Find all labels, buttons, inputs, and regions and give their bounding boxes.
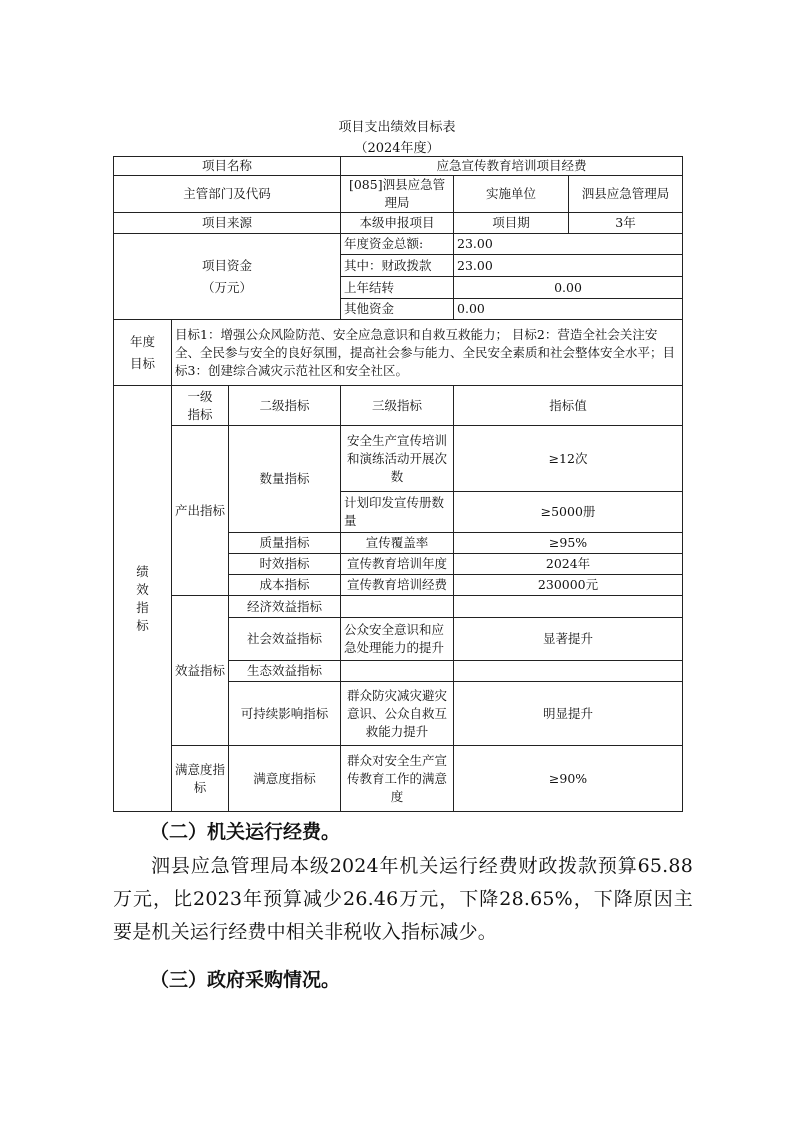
- impl-value: 泗县应急管理局: [569, 176, 683, 213]
- indicators-char-1: 绩: [136, 563, 149, 579]
- table-title: 项目支出绩效目标表: [338, 120, 456, 135]
- indicators-char-2: 效: [136, 581, 149, 597]
- col-header-level1: 一级指标: [172, 386, 229, 426]
- col-header-level3: 三级指标: [341, 386, 454, 426]
- col-header-value: 指标值: [454, 386, 683, 426]
- funds-total-label: 年度资金总额:: [341, 234, 454, 255]
- social-indicators-label: 社会效益指标: [229, 618, 341, 661]
- source-label: 项目来源: [114, 213, 341, 234]
- quantity-indicators-label: 数量指标: [229, 426, 341, 533]
- dept-label: 主管部门及代码: [114, 176, 341, 213]
- quality-value: ≥95%: [454, 533, 683, 554]
- social-name: 公众安全意识和应急处理能力的提升: [341, 618, 454, 661]
- funds-carryover-value: 0.00: [454, 277, 683, 299]
- eco-value: [454, 661, 683, 682]
- funds-fiscal-value: 23.00: [454, 255, 683, 277]
- funds-other-label: 其他资金: [341, 299, 454, 320]
- satisfaction-value: ≥90%: [454, 746, 683, 812]
- funds-other-value: 0.00: [454, 299, 683, 320]
- time-indicators-label: 时效指标: [229, 554, 341, 575]
- eco-indicators-label: 生态效益指标: [229, 661, 341, 682]
- output-indicators-label: 产出指标: [172, 426, 229, 596]
- funds-total-value: 23.00: [454, 234, 683, 255]
- funds-label: [114, 234, 341, 320]
- performance-table: [113, 156, 683, 812]
- funds-fiscal-label: 其中：财政拨款: [341, 255, 454, 277]
- satisfaction-level1-label: 满意度指标: [172, 746, 229, 812]
- section2-heading: （二）机关运行经费。: [150, 821, 341, 843]
- q2-value: ≥5000册: [454, 492, 683, 533]
- quality-name: 宣传覆盖率: [341, 533, 454, 554]
- dept-value: [085]泗县应急管理局: [341, 176, 454, 213]
- q1-name: 安全生产宣传培训和演练活动开展次数: [341, 426, 454, 492]
- table-year: （2024年度）: [354, 141, 440, 156]
- section2-paragraph: 泗县应急管理局本级2024年机关运行经费财政拨款预算65.88万元，比2023年预算减少26.46万元，下降28.65%，下降原因主要是机关运行经费中相关非税收入指标减少。: [113, 855, 693, 943]
- satisfaction-indicators-label: 满意度指标: [229, 746, 341, 812]
- satisfaction-name: 群众对安全生产宣传教育工作的满意度: [341, 746, 454, 812]
- econ-value: [454, 596, 683, 618]
- indicators-char-4: 标: [136, 617, 149, 633]
- section3-heading: （三）政府采购情况。: [150, 969, 341, 991]
- funds-carryover-label: 上年结转: [341, 277, 454, 299]
- source-value: 本级申报项目: [341, 213, 454, 234]
- period-value: 3年: [569, 213, 683, 234]
- time-name: 宣传教育培训年度: [341, 554, 454, 575]
- col-header-level2: 二级指标: [229, 386, 341, 426]
- goal-label-line2: 目标: [129, 355, 155, 371]
- social-value: 显著提升: [454, 618, 683, 661]
- eco-name: [341, 661, 454, 682]
- cost-value: 230000元: [454, 575, 683, 596]
- quality-indicators-label: 质量指标: [229, 533, 341, 554]
- q1-value: ≥12次: [454, 426, 683, 492]
- period-label: 项目期: [454, 213, 569, 234]
- annual-goal-text: 目标1：增强公众风险防范、安全应急意识和自救互救能力； 目标2：营造全社会关注安全、全民参与安全的良好氛围，提高社会参与能力、全民安全素质和社会整体安全水平；目标3：创建综合减灾示范社区和安全社区。: [172, 320, 683, 386]
- funds-label-line1: 项目资金: [202, 257, 253, 273]
- performance-indicators-label: [114, 386, 172, 812]
- cost-name: 宣传教育培训经费: [341, 575, 454, 596]
- goal-label-line1: 年度: [129, 333, 155, 349]
- indicators-char-3: 指: [136, 599, 149, 615]
- sustain-name: 群众防灾减灾避灾意识、公众自救互救能力提升: [341, 682, 454, 746]
- q2-name: 计划印发宣传册数量: [341, 492, 454, 533]
- econ-name: [341, 596, 454, 618]
- sustain-indicators-label: 可持续影响指标: [229, 682, 341, 746]
- project-name-label: 项目名称: [114, 157, 341, 176]
- sustain-value: 明显提升: [454, 682, 683, 746]
- time-value: 2024年: [454, 554, 683, 575]
- project-name-value: 应急宣传教育培训项目经费: [341, 157, 683, 176]
- annual-goal-label: [114, 320, 172, 386]
- funds-label-line2: （万元）: [202, 279, 253, 295]
- impl-label: 实施单位: [454, 176, 569, 213]
- cost-indicators-label: 成本指标: [229, 575, 341, 596]
- econ-indicators-label: 经济效益指标: [229, 596, 341, 618]
- benefit-indicators-label: 效益指标: [172, 596, 229, 746]
